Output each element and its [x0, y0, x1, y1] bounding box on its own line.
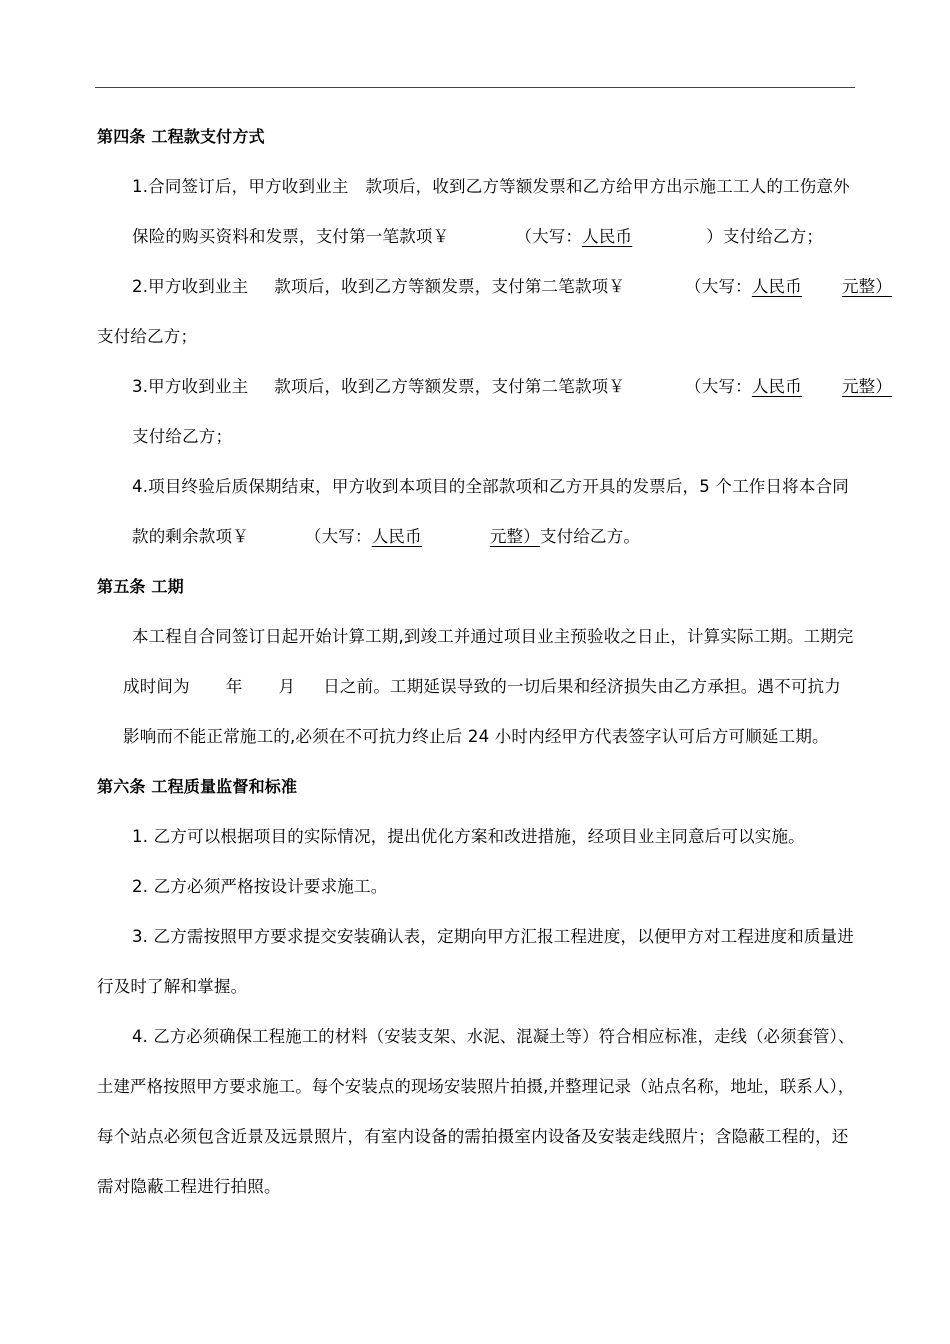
s6-item2: 2. 乙方必须严格按设计要求施工。	[132, 877, 388, 896]
section-6-heading: 第六条 工程质量监督和标准	[97, 777, 298, 796]
s4-item1-line1: 1.合同签订后，甲方收到业主 款项后，收到乙方等额发票和乙方给甲方出示施工工人的工伤意外	[132, 177, 850, 196]
s6-item1: 1. 乙方可以根据项目的实际情况，提出优化方案和改进措施，经项目业主同意后可以实施。	[132, 827, 805, 846]
s6-item4-line1: 4. 乙方必须确保工程施工的材料（安装支架、水泥、混凝土等）符合相应标准，走线（必须套管）、	[132, 1027, 855, 1046]
s4-item4-line1: 4.项目终验后质保期结束，甲方收到本项目的全部款项和乙方开具的发票后，5 个工作日将本合同	[132, 477, 849, 496]
section-5-heading: 第五条 工期	[97, 577, 184, 596]
s4-item3-line1: 3.甲方收到业主 款项后，收到乙方等额发票，支付第二笔款项￥ （大写：人民币 元整）	[132, 377, 893, 396]
s5-line1: 本工程自合同签订日起开始计算工期,到竣工并通过项目业主预验收之日止，计算实际工期。工期完	[132, 627, 854, 646]
s6-item3-line1: 3. 乙方需按照甲方要求提交安装确认表，定期向甲方汇报工程进度，以便甲方对工程进度和质量进	[132, 927, 854, 946]
s4-item2-line2: 支付给乙方；	[97, 327, 198, 346]
s4-item2-line1: 2.甲方收到业主 款项后，收到乙方等额发票，支付第二笔款项￥ （大写：人民币 元整）	[132, 277, 893, 296]
s5-line2: 成时间为 年 月 日之前。工期延误导致的一切后果和经济损失由乙方承担。遇不可抗力	[123, 677, 841, 696]
s4-item1-line2: 保险的购买资料和发票，支付第一笔款项￥ （大写：人民币 ）支付给乙方；	[132, 227, 824, 246]
s6-item4-line2: 土建严格按照甲方要求施工。每个安装点的现场安装照片拍摄,并整理记录（站点名称，地址，联系人），	[97, 1077, 855, 1096]
s5-line3: 影响而不能正常施工的,必须在不可抗力终止后 24 小时内经甲方代表签字认可后方可顺延工期。	[123, 727, 829, 746]
s4-item3-line2: 支付给乙方；	[132, 427, 233, 446]
header-rule	[95, 87, 855, 88]
section-4-heading: 第四条 工程款支付方式	[97, 127, 265, 146]
s4-item4-line2: 款的剩余款项￥ （大写：人民币 元整）支付给乙方。	[132, 527, 641, 546]
s6-item4-line4: 需对隐蔽工程进行拍照。	[97, 1177, 281, 1196]
s6-item4-line3: 每个站点必须包含近景及远景照片，有室内设备的需拍摄室内设备及安装走线照片；含隐蔽工程的，还	[97, 1127, 849, 1146]
s6-item3-line2: 行及时了解和掌握。	[97, 977, 248, 996]
